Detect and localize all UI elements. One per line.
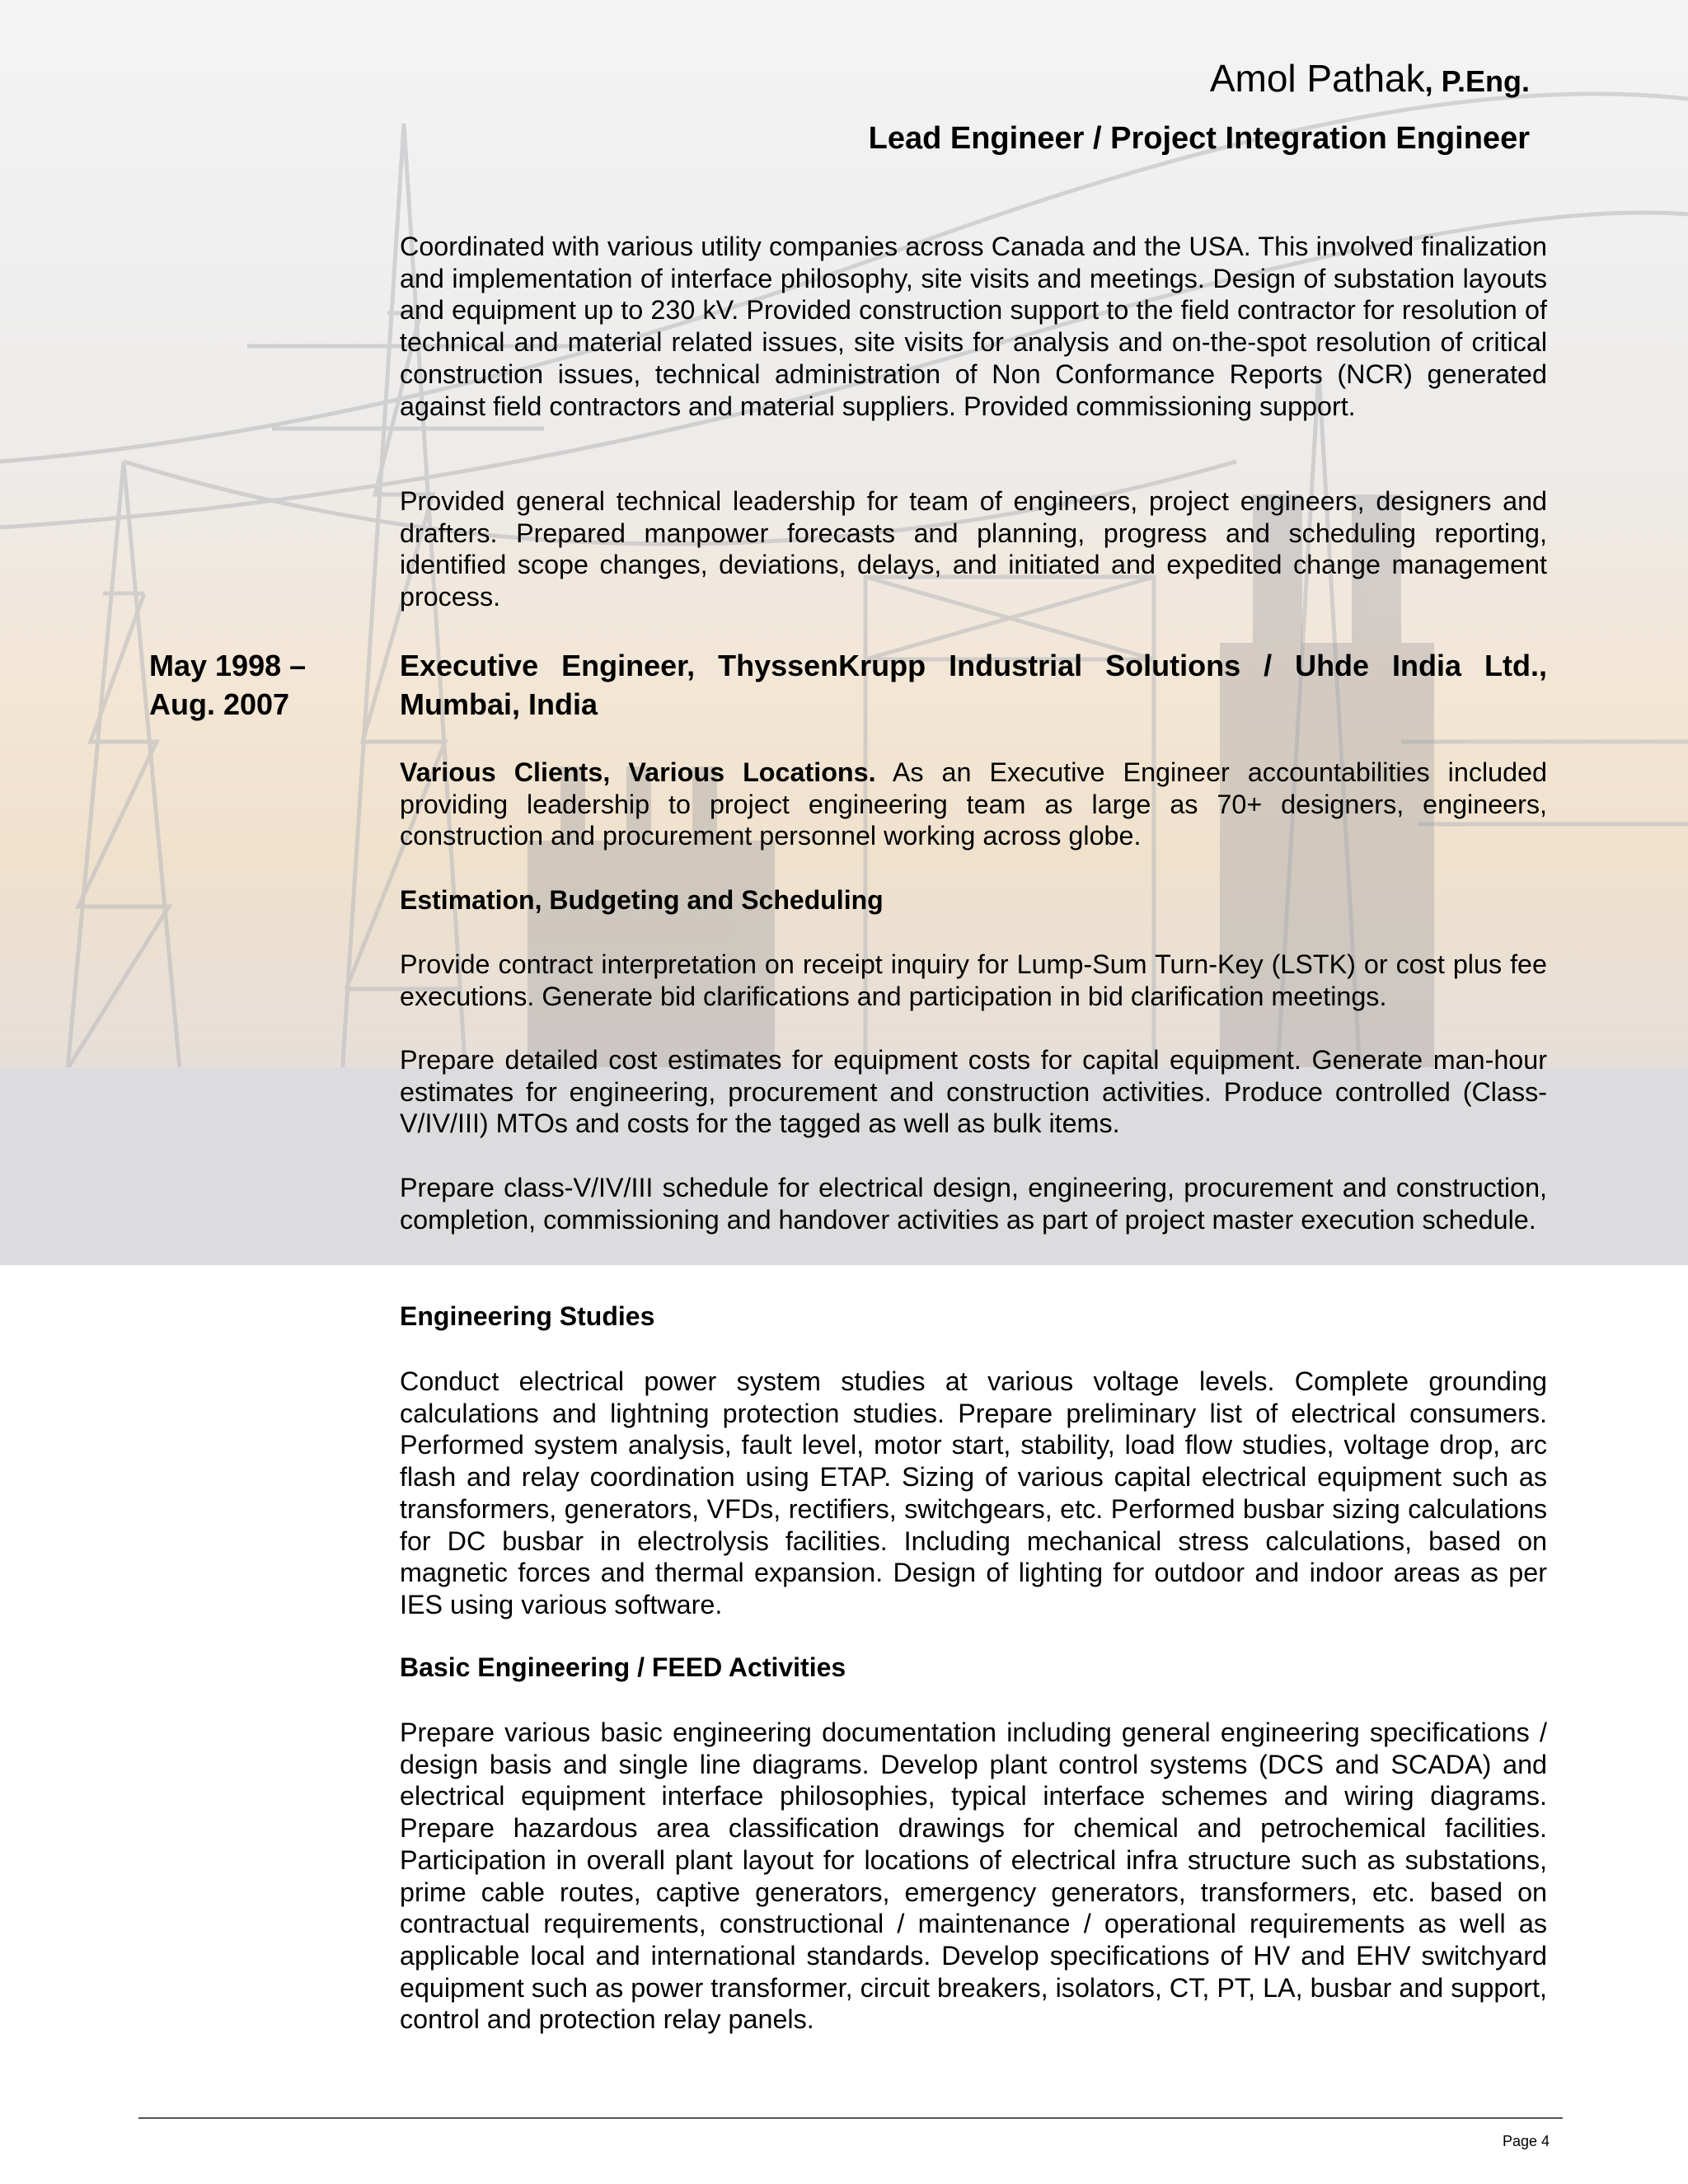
estimation-paragraph-1: Provide contract interpretation on receipt inquiry for Lump-Sum Turn-Key (LSTK) or cost plus fee executions. Generate bid clarifications and participation in bid clarification meetings. xyxy=(400,949,1547,1011)
feed-paragraph-1: Prepare various basic engineering documentation including general engineering specifications / design basis and single line diagrams. Develop plant control systems (DCS and SCADA) and electrical equipment interface philosophies, typical interface schemes and wiring diagrams. Prepare hazardous area classification drawings for chemical and petrochemical facilities. Participation in overall plant layout for locations of electrical infra structure such as substations, prime cable routes, captive generators, emergency generators, transformers, etc. based on contractual requirements, constructional / maintenance / operational requirements as well as applicable local and international standards. Develop specifications of HV and EHV switchyard equipment such as power transformer, circuit breakers, isolators, CT, PT, LA, busbar and support, control and protection relay panels. xyxy=(400,1718,1547,2035)
intro-paragraph-2: Provided general technical leadership for team of engineers, project engineers, designers and drafters. Prepared manpower forecasts and planning, progress and scheduling reporting, identified scope changes, deviations, delays, and initiated and expedited change management process. xyxy=(400,486,1547,612)
candidate-name xyxy=(1210,56,1530,101)
position-summary-lead: Various Clients, Various Locations. xyxy=(400,757,876,787)
estimation-paragraph-2: Prepare detailed cost estimates for equipment costs for capital equipment. Generate man-hour estimates for engineering, procurement and construction activities. Produce controlled (Class-V/IV/III) MTOs and costs for the tagged as well as bulk items. xyxy=(400,1045,1547,1139)
position-dates xyxy=(149,646,306,724)
position-summary-text: As an Executive Engineer accountabilities included providing leadership to project engineering team as large as 70+ designers, engineers, construction and procurement personnel working across globe. xyxy=(400,757,1547,851)
section-heading-estimation: Estimation, Budgeting and Scheduling xyxy=(400,885,884,915)
position-summary xyxy=(400,757,1547,852)
position-title-line2: Mumbai, India xyxy=(400,687,598,721)
credential-text: , P.Eng. xyxy=(1424,64,1530,98)
studies-paragraph-1: Conduct electrical power system studies at various voltage levels. Complete grounding calculations and lightning protection studies. Prepare preliminary list of electrical consumers. Performed system analysis, fault level, motor start, stability, load flow studies, voltage drop, arc flash and relay coordination using ETAP. Sizing of various capital electrical equipment such as transformers, generators, VFDs, rectifiers, switchgears, etc. Performed busbar sizing calculations for DC busbar in electrolysis facilities. Including mechanical stress calculations, based on magnetic forces and thermal expansion. Design of lighting for outdoor and indoor areas as per IES using various software. xyxy=(400,1366,1547,1619)
position-title-line1: Executive Engineer, ThyssenKrupp Industrial Solutions / Uhde India Ltd., xyxy=(400,649,1547,682)
intro-paragraph-1: Coordinated with various utility companies across Canada and the USA. This involved finalization and implementation of interface philosophy, site visits and meetings. Design of substation layouts and equipment up to 230 kV. Provided construction support to the field contractor for resolution of technical and material related issues, site visits for analysis and on-the-spot resolution of critical construction issues, technical administration of Non Conformance Reports (NCR) generated against field contractors and material suppliers. Provided commissioning support. xyxy=(400,232,1547,421)
position-title xyxy=(400,646,1547,724)
section-heading-feed: Basic Engineering / FEED Activities xyxy=(400,1652,846,1682)
page-number: Page 4 xyxy=(1502,2133,1550,2149)
footer-divider xyxy=(138,2117,1563,2119)
date-start: May 1998 – xyxy=(149,649,307,682)
name-text: Amol Pathak xyxy=(1209,57,1425,100)
section-heading-studies: Engineering Studies xyxy=(400,1301,655,1331)
estimation-paragraph-3: Prepare class-V/IV/III schedule for electrical design, engineering, procurement and construction, completion, commissioning and handover activities as part of project master execution schedule. xyxy=(400,1173,1547,1235)
date-end: Aug. 2007 xyxy=(149,687,290,721)
candidate-title: Lead Engineer / Project Integration Engineer xyxy=(868,121,1530,156)
